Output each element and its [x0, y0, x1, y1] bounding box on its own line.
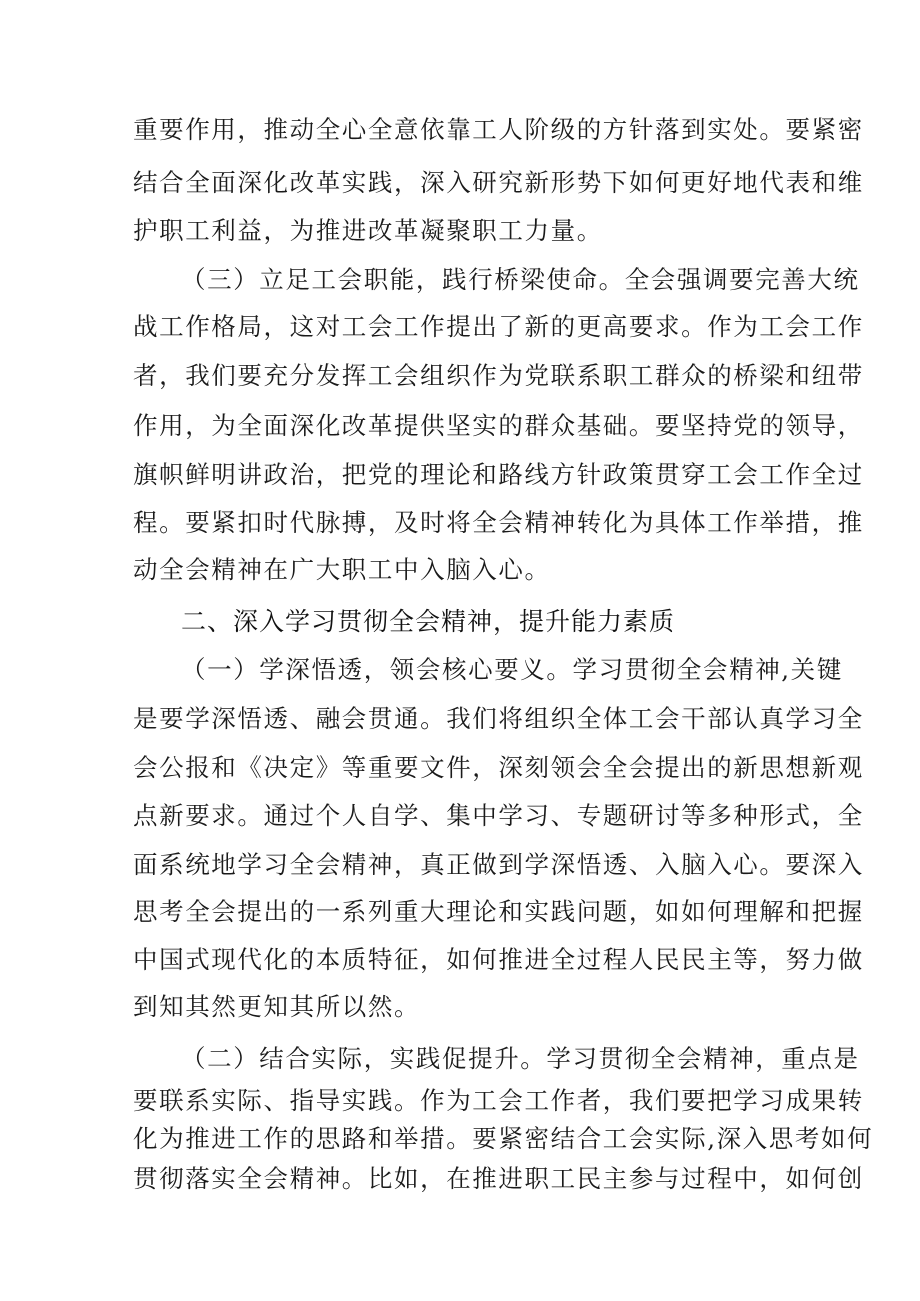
text-line: 护职工利益，为推进改革凝聚职工力量。: [133, 216, 603, 245]
text-line: 重要作用，推动全心全意依靠工人阶级的方针落到实处。要紧密: [133, 115, 864, 144]
text-line: 要联系实际、指导实践。作为工会工作者，我们要把学习成果转: [133, 1086, 864, 1115]
text-line: 战工作格局，这对工会工作提出了新的更高要求。作为工会工作: [133, 312, 864, 341]
text-line: 旗帜鲜明讲政治，把党的理论和路线方针政策贯穿工会工作全过: [133, 460, 864, 489]
section-heading: 二、深入学习贯彻全会精神，提升能力素质: [181, 607, 676, 636]
text-line: 是要学深悟透、融会贯通。我们将组织全体工会干部认真学习全: [133, 704, 864, 733]
text-line: 思考全会提出的一系列重大理论和实践问题，如如何理解和把握: [133, 897, 864, 926]
text-line: 面系统地学习全会精神，真正做到学深悟透、入脑入心。要深入: [133, 850, 864, 879]
text-line: 者，我们要充分发挥工会组织作为党联系职工群众的桥梁和纽带: [133, 361, 864, 390]
text-line: 程。要紧扣时代脉搏，及时将全会精神转化为具体工作举措，推: [133, 508, 864, 537]
text-line: （三）立足工会职能，践行桥梁使命。全会强调要完善大统: [181, 265, 860, 294]
text-line: 会公报和《决定》等重要文件，深刻领会全会提出的新思想新观: [133, 753, 864, 782]
text-line: 点新要求。通过个人自学、集中学习、专题研讨等多种形式，全: [133, 801, 864, 830]
text-line: 结合全面深化改革实践，深入研究新形势下如何更好地代表和维: [133, 168, 864, 197]
text-line: （一）学深悟透，领会核心要义。学习贯彻全会精神,关键: [181, 655, 843, 684]
text-line: （二）结合实际，实践促提升。学习贯彻全会精神，重点是: [181, 1044, 860, 1073]
text-line: 作用，为全面深化改革提供坚实的群众基础。要坚持党的领导，: [133, 411, 864, 440]
text-line: 中国式现代化的本质特征，如何推进全过程人民民主等，努力做: [133, 945, 864, 974]
text-line: 化为推进工作的思路和举措。要紧密结合工会实际,深入思考如何: [133, 1124, 874, 1153]
text-line: 动全会精神在广大职工中入脑入心。: [133, 555, 551, 584]
text-line: 到知其然更知其所以然。: [133, 992, 421, 1021]
text-line: 贯彻落实全会精神。比如，在推进职工民主参与过程中，如何创: [133, 1164, 864, 1193]
